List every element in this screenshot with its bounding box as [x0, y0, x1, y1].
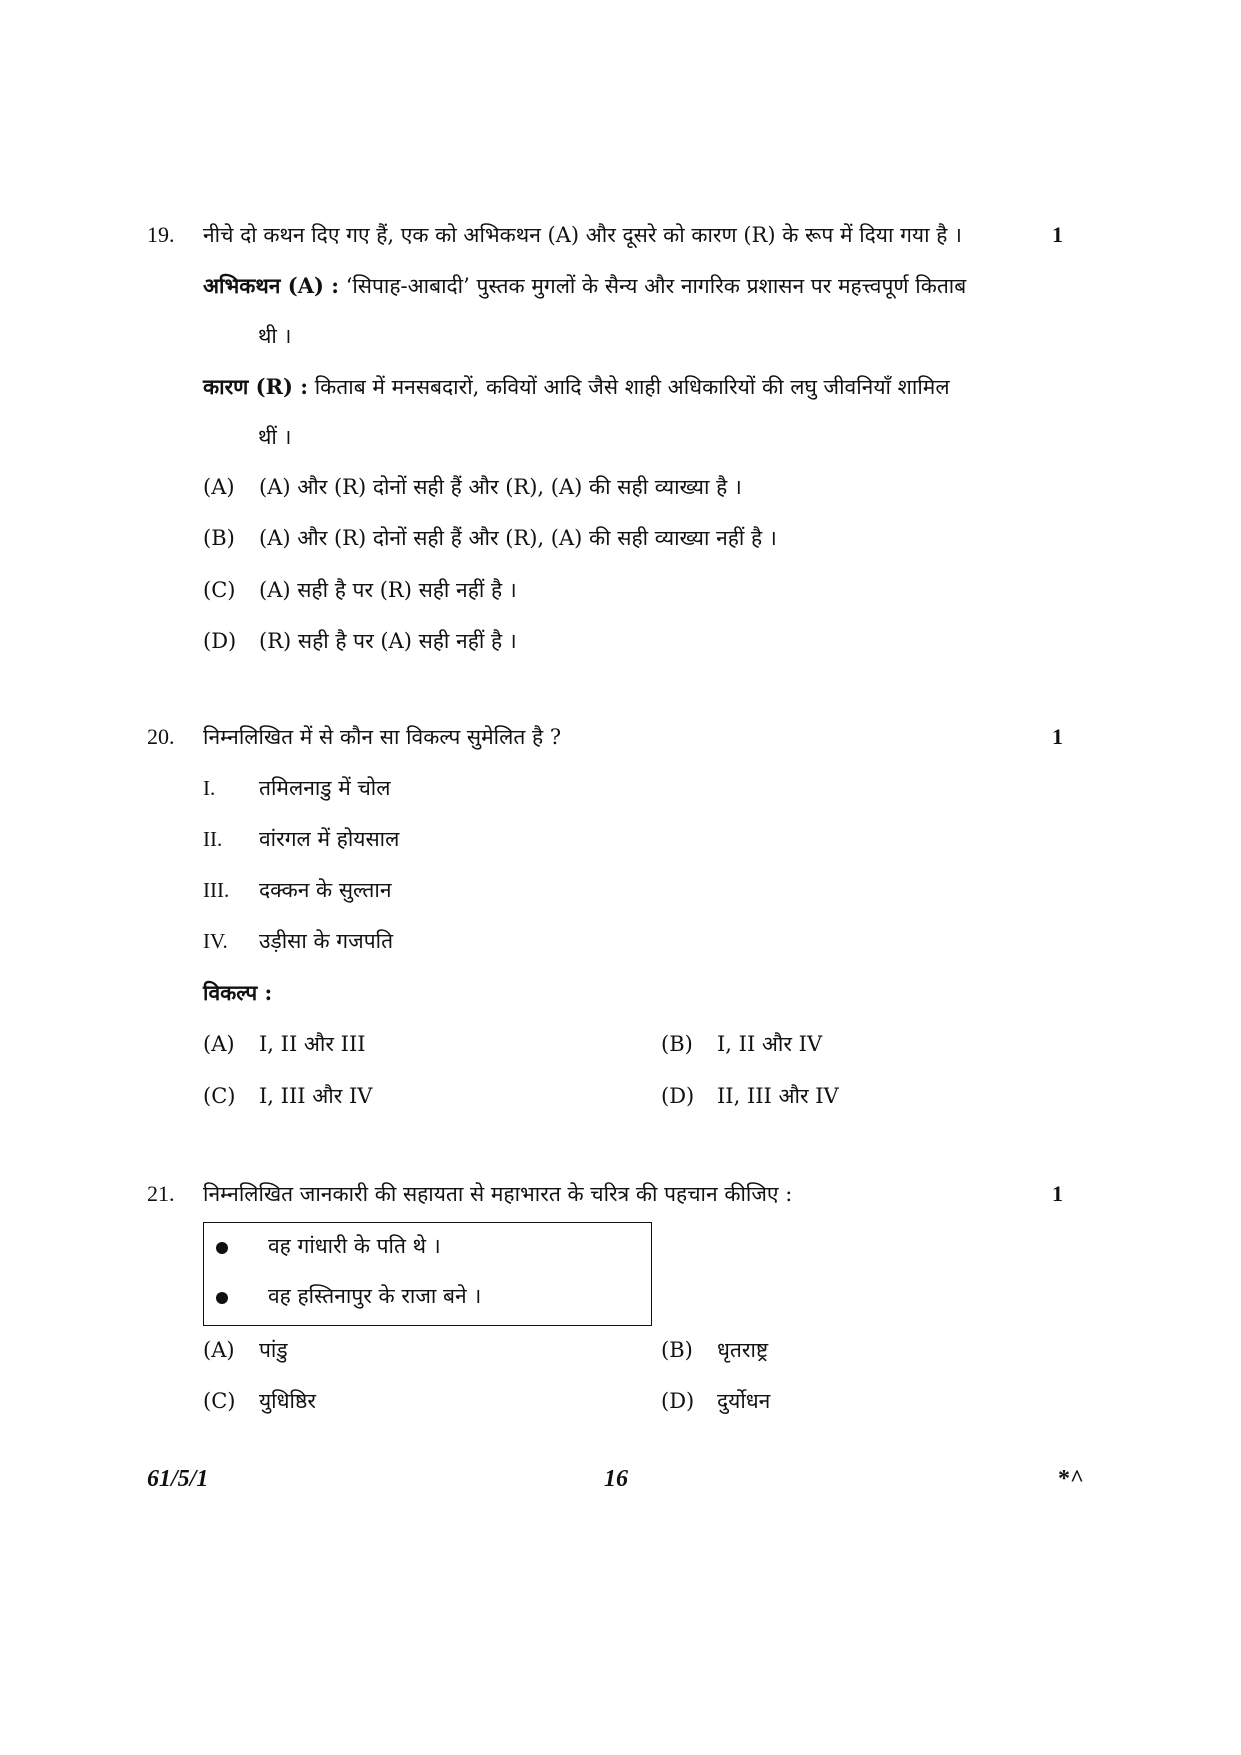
assertion-label: अभिकथन (A) :: [203, 273, 339, 298]
q21-number: 21.: [147, 1181, 175, 1206]
option-text: युधिष्ठिर: [259, 1389, 316, 1413]
option-text: (A) और (R) दोनों सही हैं और (R), (A) की सही व्याख्या है ।: [259, 475, 742, 499]
q21-option-c[interactable]: [203, 1387, 316, 1415]
option-label: (C): [203, 1084, 236, 1108]
option-text: I, II और IV: [717, 1032, 823, 1056]
option-label: (A): [203, 475, 235, 499]
q19-number: 19.: [147, 222, 175, 247]
reason-label: कारण (R) :: [203, 374, 309, 399]
option-text: I, II और III: [259, 1032, 366, 1056]
clue-item: [216, 1282, 481, 1310]
reason-text-cont: थीं ।: [258, 425, 292, 449]
item-roman: III.: [203, 878, 230, 902]
q19-option-c[interactable]: [203, 576, 517, 604]
option-label: (B): [203, 526, 235, 550]
item-text: वांरगल में होयसाल: [259, 827, 400, 851]
q20-stem: निम्नलिखित में से कौन सा विकल्प सुमेलित है ?: [203, 725, 562, 749]
assertion-text-cont: थी ।: [258, 324, 292, 348]
q20-option-b[interactable]: [661, 1030, 822, 1058]
q21-marks: 1: [1052, 1181, 1063, 1206]
option-text: (R) सही है पर (A) सही नहीं है ।: [259, 629, 517, 653]
q19-marks: 1: [1052, 222, 1063, 247]
bullet-icon: [216, 1242, 228, 1254]
q20-option-c[interactable]: [203, 1082, 372, 1110]
option-label: (A): [203, 1338, 235, 1362]
item-text: तमिलनाडु में चोल: [259, 776, 391, 800]
q19-option-d[interactable]: [203, 627, 517, 655]
q20-marks: 1: [1052, 724, 1063, 749]
q20-options-heading: विकल्प :: [203, 980, 273, 1005]
option-text: पांडु: [259, 1338, 288, 1362]
option-text: I, III और IV: [259, 1084, 373, 1108]
option-label: (B): [661, 1338, 693, 1362]
clue-item: [216, 1232, 441, 1260]
q21-option-a[interactable]: [203, 1336, 288, 1364]
option-label: (D): [661, 1084, 695, 1108]
assertion-text: ‘सिपाह-आबादी’ पुस्तक मुगलों के सैन्य और नागरिक प्रशासन पर महत्त्वपूर्ण किताब: [345, 274, 967, 298]
option-text: (A) सही है पर (R) सही नहीं है ।: [259, 578, 517, 602]
q19-option-b[interactable]: [203, 524, 777, 552]
q20-option-d[interactable]: [661, 1082, 839, 1110]
q20-item: [203, 927, 393, 955]
q21-option-d[interactable]: [661, 1387, 770, 1415]
q19-assertion: [203, 272, 966, 300]
item-text: उड़ीसा के गजपति: [259, 929, 394, 953]
q20-item: [203, 876, 391, 904]
q21-stem: निम्नलिखित जानकारी की सहायता से महाभारत के चरित्र की पहचान कीजिए :: [203, 1182, 793, 1206]
option-text: (A) और (R) दोनों सही हैं और (R), (A) की सही व्याख्या नहीं है ।: [259, 526, 777, 550]
item-text: दक्कन के सुल्तान: [259, 878, 392, 902]
option-text: II, III और IV: [717, 1084, 839, 1108]
option-text: धृतराष्ट्र: [717, 1338, 769, 1362]
option-label: (C): [203, 578, 236, 602]
option-label: (D): [661, 1389, 695, 1413]
clue-text: वह गांधारी के पति थे ।: [268, 1234, 441, 1258]
paper-code: 61/5/1: [147, 1466, 209, 1492]
page-number: 16: [604, 1466, 628, 1492]
clue-text: वह हस्तिनापुर के राजा बने ।: [268, 1284, 482, 1308]
q20-number: 20.: [147, 724, 175, 749]
option-label: (D): [203, 629, 237, 653]
q21-option-b[interactable]: [661, 1336, 768, 1364]
q20-item: [203, 825, 399, 853]
option-label: (B): [661, 1032, 693, 1056]
q19-stem: नीचे दो कथन दिए गए हैं, एक को अभिकथन (A) और दूसरे को कारण (R) के रूप में दिया गया है ।: [203, 223, 962, 247]
q19-reason: [203, 373, 950, 401]
q20-option-a[interactable]: [203, 1030, 366, 1058]
q19-option-a[interactable]: [203, 473, 742, 501]
page-mark: *^: [1058, 1466, 1084, 1492]
option-label: (A): [203, 1032, 235, 1056]
item-roman: II.: [203, 827, 223, 851]
q20-item: [203, 774, 390, 802]
bullet-icon: [216, 1292, 228, 1304]
option-label: (C): [203, 1389, 236, 1413]
option-text: दुर्योधन: [717, 1389, 771, 1413]
item-roman: I.: [203, 776, 216, 800]
item-roman: IV.: [203, 929, 228, 953]
reason-text: किताब में मनसबदारों, कवियों आदि जैसे शाही अधिकारियों की लघु जीवनियाँ शामिल: [314, 375, 950, 399]
